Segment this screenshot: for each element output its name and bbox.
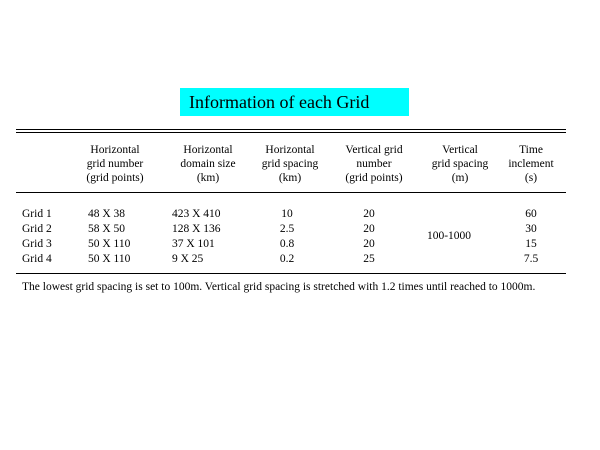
bottom-rule [16,273,566,274]
header-domain-size: Horizontal domain size (km) [180,144,236,184]
time-inclement-cell: 60 [525,208,537,220]
grid-name: Grid 3 [22,238,52,250]
header-grid-number: Horizontal grid number (grid points) [86,144,144,184]
header-vertical-spacing: Vertical grid spacing (m) [431,144,489,184]
time-inclement-cell: 30 [525,223,537,235]
vertical-spacing-cell: 100-1000 [426,230,472,242]
table-title: Information of each Grid [180,88,409,116]
domain-size-cell: 37 X 101 [172,238,215,250]
grid-name: Grid 2 [22,223,52,235]
grid-name: Grid 4 [22,253,52,265]
vertical-number-cell: 20 [363,238,375,250]
grid-spacing-cell: 10 [281,208,293,220]
grid-spacing-cell: 2.5 [279,223,295,235]
domain-size-cell: 9 X 25 [172,253,204,265]
header-rule [16,192,566,193]
header-vertical-number: Vertical grid number (grid points) [345,144,403,184]
grid-spacing-cell: 0.2 [279,253,295,265]
footnote: The lowest grid spacing is set to 100m. Vertical grid spacing is stretched with 1.2 times until reached to 1000m. [22,281,536,293]
vertical-number-cell: 20 [363,208,375,220]
grid-number-cell: 48 X 38 [88,208,126,220]
header-grid-spacing: Horizontal grid spacing (km) [261,144,319,184]
vertical-number-cell: 25 [363,253,375,265]
grid-number-cell: 50 X 110 [88,253,131,265]
time-inclement-cell: 15 [525,238,537,250]
top-rule [16,129,566,133]
time-inclement-cell: 7.5 [523,253,539,265]
domain-size-cell: 423 X 410 [172,208,221,220]
grid-number-cell: 50 X 110 [88,238,131,250]
grid-name: Grid 1 [22,208,52,220]
vertical-number-cell: 20 [363,223,375,235]
header-time-inclement: Time inclement (s) [508,144,554,184]
grid-spacing-cell: 0.8 [279,238,295,250]
grid-number-cell: 58 X 50 [88,223,126,235]
domain-size-cell: 128 X 136 [172,223,221,235]
